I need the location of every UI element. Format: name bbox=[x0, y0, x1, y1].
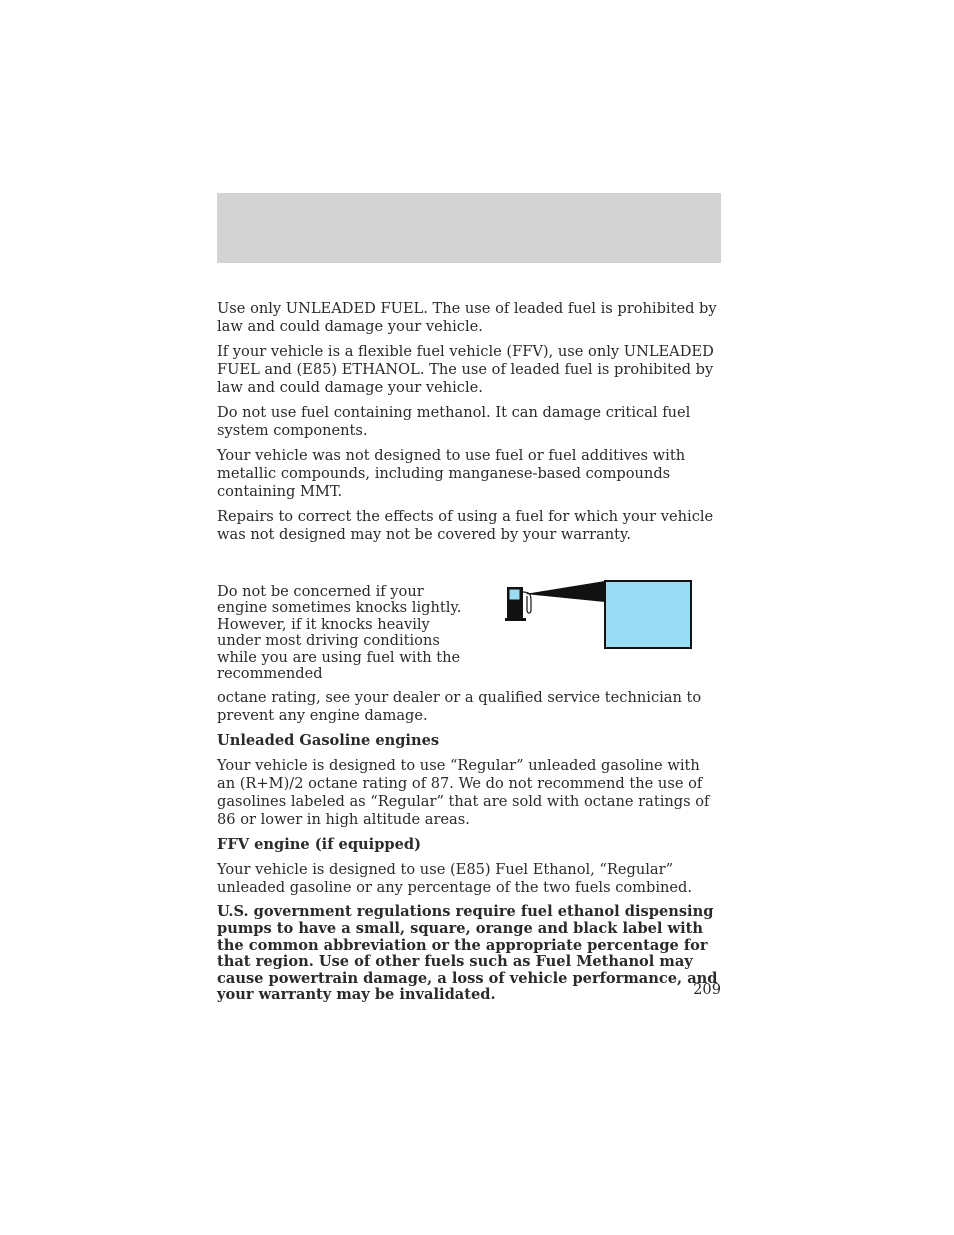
page-content bbox=[217, 300, 721, 1011]
page-number: 209 bbox=[693, 981, 721, 998]
ffv-heading: FFV engine (if equipped) bbox=[217, 836, 421, 854]
fuel-pump-icon bbox=[505, 580, 695, 652]
fuel-paragraph-2: If your vehicle is a flexible fuel vehicle (FFV), use only UNLEADED FUEL and (E85) ETHANOL. The use of leaded fuel is prohibited by law and could damage your vehicle. bbox=[217, 343, 714, 396]
chapter-header-band bbox=[217, 193, 721, 263]
unleaded-body: Your vehicle is designed to use “Regular” unleaded gasoline with an (R+M)/2 octane rating of 87. We do not recommend the use of gasolines labeled as “Regular” that are sold with octane ratings of 86 or lower in high altitude areas. bbox=[217, 757, 710, 829]
ffv-warning: U.S. government regulations require fuel ethanol dispensing pumps to have a small, square, orange and black label with the common abbreviation or the appropriate percentage for that region. Use of other fuels such as Fuel Methanol may cause powertrain damage, a loss of vehicle performance, and your warranty may be invalidated. bbox=[217, 903, 718, 1004]
knock-text-tail: octane rating, see your dealer or a qualified service technician to prevent any engine damage. bbox=[217, 689, 702, 725]
pump-hose bbox=[523, 592, 531, 613]
fuel-paragraph-3: Do not use fuel containing methanol. It can damage critical fuel system components. bbox=[217, 404, 691, 439]
pump-base bbox=[505, 618, 526, 621]
fuel-paragraph-1: Use only UNLEADED FUEL. The use of leaded fuel is prohibited by law and could damage your vehicle. bbox=[217, 300, 717, 335]
pump-display bbox=[509, 589, 520, 600]
fuel-paragraph-4: Your vehicle was not designed to use fuel or fuel additives with metallic compounds, including manganese-based compounds containing MMT. bbox=[217, 447, 686, 500]
callout-wedge bbox=[525, 581, 605, 602]
octane-knock-section bbox=[217, 584, 721, 725]
ffv-body: Your vehicle is designed to use (E85) Fuel Ethanol, “Regular” unleaded gasoline or any percentage of the two fuels combined. bbox=[217, 861, 693, 897]
fuel-paragraph-5: Repairs to correct the effects of using a fuel for which your vehicle was not designed may not be covered by your warranty. bbox=[217, 508, 714, 543]
unleaded-heading: Unleaded Gasoline engines bbox=[217, 732, 440, 750]
knock-text-lead: Do not be concerned if your engine sometimes knocks lightly. However, if it knocks heavily under most driving conditions while you are using fuel with the recommended bbox=[217, 583, 462, 683]
octane-label-square bbox=[605, 581, 691, 648]
